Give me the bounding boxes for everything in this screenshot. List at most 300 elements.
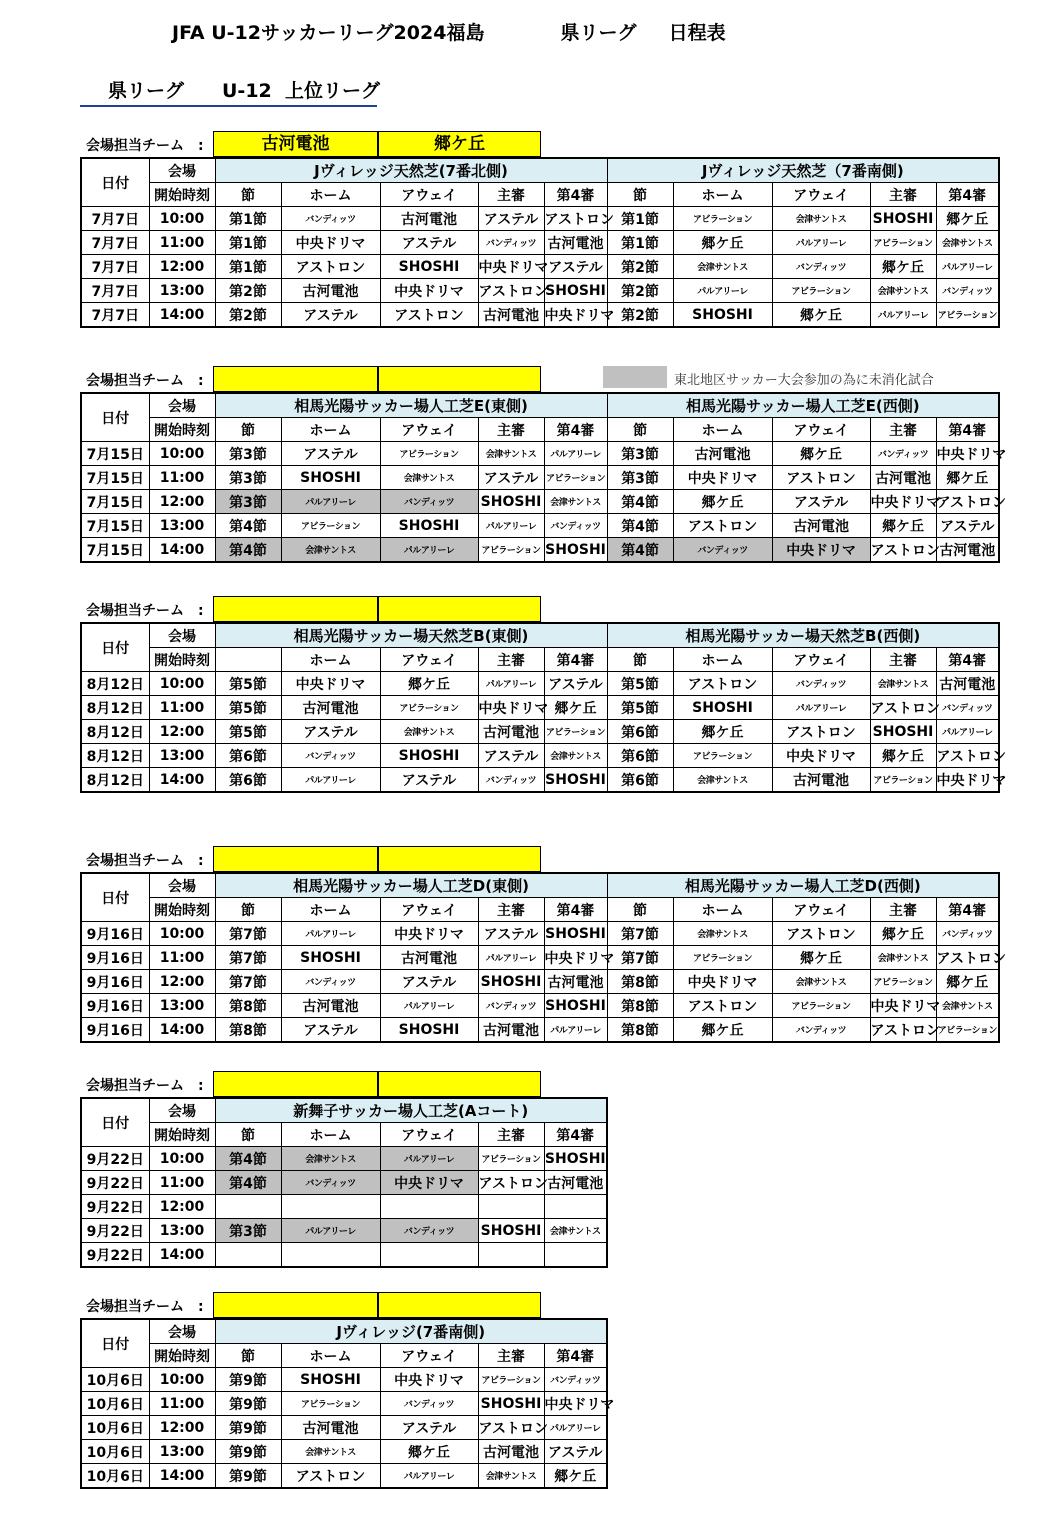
home-team-cell: アビラーション <box>673 744 772 768</box>
fourth-official-cell: 中央ドリマ <box>936 768 999 793</box>
away-team-cell: バンディッツ <box>772 672 870 696</box>
home-team-cell: 古河電池 <box>281 994 380 1018</box>
away-team-cell: アステル <box>772 490 870 514</box>
start-time-header: 開始時刻 <box>149 898 215 922</box>
fourth-header: 第4審 <box>544 418 607 442</box>
referee-cell: アストロン <box>870 1018 936 1043</box>
round-header: 節 <box>215 183 281 207</box>
duty-team-box: 古河電池 <box>213 131 378 157</box>
round-cell: 第7節 <box>215 946 281 970</box>
date-header: 日付 <box>81 873 149 922</box>
legend-gray-swatch <box>603 366 667 388</box>
round-cell: 第4節 <box>607 514 673 538</box>
schedule-table <box>80 872 1006 1043</box>
duty-team-bar <box>80 1071 608 1097</box>
away-team-cell: 中央ドリマ <box>380 279 478 303</box>
referee-cell: アビラーション <box>870 970 936 994</box>
fourth-official-cell: 古河電池 <box>544 231 607 255</box>
table-row <box>81 994 999 1018</box>
round-header: 節 <box>607 898 673 922</box>
round-cell: 第3節 <box>215 466 281 490</box>
fourth-official-cell: アビラーション <box>936 303 999 328</box>
round-cell: 第7節 <box>607 922 673 946</box>
fourth-official-cell: 中央ドリマ <box>936 442 999 466</box>
away-team-cell: アストロン <box>772 922 870 946</box>
referee-header: 主審 <box>870 418 936 442</box>
referee-cell: SHOSHI <box>478 490 544 514</box>
round-cell: 第5節 <box>607 696 673 720</box>
referee-cell: アビラーション <box>478 1147 544 1171</box>
round-cell: 第2節 <box>607 255 673 279</box>
home-team-cell <box>281 1195 380 1219</box>
home-team-cell: SHOSHI <box>673 303 772 328</box>
fourth-header: 第4審 <box>544 898 607 922</box>
home-team-cell: アステル <box>281 442 380 466</box>
referee-header: 主審 <box>870 648 936 672</box>
away-team-cell: 会津サントス <box>380 720 478 744</box>
away-team-cell <box>380 1243 478 1268</box>
venue-name: 新舞子サッカー場人工芝(Aコート) <box>215 1098 607 1123</box>
table-row <box>81 231 999 255</box>
fourth-official-cell: 中央ドリマ <box>544 1392 607 1416</box>
venue-header: 会場 <box>149 873 215 898</box>
round-cell: 第4節 <box>215 514 281 538</box>
fourth-official-cell: SHOSHI <box>544 1147 607 1171</box>
round-cell: 第1節 <box>215 255 281 279</box>
match-time: 12:00 <box>149 255 215 279</box>
home-team-cell: 会津サントス <box>281 1147 380 1171</box>
fourth-official-cell: アステル <box>544 255 607 279</box>
match-time: 12:00 <box>149 1416 215 1440</box>
referee-cell: 郷ケ丘 <box>870 255 936 279</box>
schedule-section <box>80 1071 608 1268</box>
match-date: 10月6日 <box>81 1440 149 1464</box>
home-team-cell: アビラーション <box>673 946 772 970</box>
away-team-cell: アストロン <box>772 466 870 490</box>
match-date: 10月6日 <box>81 1392 149 1416</box>
round-cell: 第3節 <box>215 442 281 466</box>
home-header: ホーム <box>673 648 772 672</box>
round-cell: 第1節 <box>607 207 673 231</box>
away-team-cell: パルアリーレ <box>380 1147 478 1171</box>
venue-header: 会場 <box>149 1319 215 1344</box>
match-date: 9月16日 <box>81 970 149 994</box>
match-date: 7月15日 <box>81 442 149 466</box>
match-time: 12:00 <box>149 720 215 744</box>
fourth-official-cell: アビラーション <box>936 1018 999 1043</box>
away-team-cell: 中央ドリマ <box>772 744 870 768</box>
venue-header: 会場 <box>149 158 215 183</box>
home-team-cell: アビラーション <box>281 1392 380 1416</box>
away-header: アウェイ <box>380 1123 478 1147</box>
round-cell: 第3節 <box>607 442 673 466</box>
table-row <box>81 279 999 303</box>
match-date: 10月6日 <box>81 1368 149 1392</box>
away-team-cell: バンディッツ <box>380 1219 478 1243</box>
start-time-header: 開始時刻 <box>149 648 215 672</box>
home-team-cell: アストロン <box>673 514 772 538</box>
match-time: 12:00 <box>149 1195 215 1219</box>
referee-cell: アステル <box>478 207 544 231</box>
referee-cell: パルアリーレ <box>478 946 544 970</box>
duty-team-label: 会場担当チーム : <box>86 1078 204 1094</box>
fourth-official-cell: パルアリーレ <box>936 255 999 279</box>
home-header: ホーム <box>673 418 772 442</box>
duty-team-bar <box>80 846 1000 872</box>
away-team-cell: アステル <box>380 1416 478 1440</box>
match-date: 9月16日 <box>81 946 149 970</box>
schedule-table <box>80 157 1000 328</box>
referee-cell: 会津サントス <box>870 279 936 303</box>
away-team-cell: 古河電池 <box>380 207 478 231</box>
away-header: アウェイ <box>772 183 870 207</box>
venue-header: 会場 <box>149 393 215 418</box>
venue-name: Jヴィレッジ天然芝（7番南側) <box>607 158 999 183</box>
referee-cell: アストロン <box>870 538 936 563</box>
schedule-section <box>80 131 1000 328</box>
schedule-section <box>80 1292 615 1489</box>
home-header: ホーム <box>281 418 380 442</box>
match-date: 7月7日 <box>81 279 149 303</box>
home-header: ホーム <box>673 183 772 207</box>
home-team-cell: アストロン <box>673 672 772 696</box>
venue-name: Jヴィレッジ(7番南側) <box>215 1319 607 1344</box>
match-date: 8月12日 <box>81 768 149 793</box>
fourth-official-cell: 古河電池 <box>936 672 999 696</box>
fourth-official-cell: パルアリーレ <box>544 442 607 466</box>
table-row <box>81 970 999 994</box>
home-header: ホーム <box>281 1123 380 1147</box>
schedule-table <box>80 392 1007 563</box>
referee-cell: 会津サントス <box>870 672 936 696</box>
round-cell: 第4節 <box>607 490 673 514</box>
start-time-header: 開始時刻 <box>149 1123 215 1147</box>
round-cell: 第3節 <box>215 490 281 514</box>
home-team-cell: 郷ケ丘 <box>673 490 772 514</box>
match-time: 10:00 <box>149 442 215 466</box>
away-team-cell: アストロン <box>380 303 478 328</box>
away-team-cell: アビラーション <box>772 279 870 303</box>
home-team-cell: SHOSHI <box>281 466 380 490</box>
home-team-cell: バンディッツ <box>673 538 772 563</box>
referee-cell: アステル <box>478 922 544 946</box>
fourth-official-cell: アストロン <box>936 490 999 514</box>
away-team-cell: 会津サントス <box>772 207 870 231</box>
date-header: 日付 <box>81 1098 149 1147</box>
duty-team-label: 会場担当チーム : <box>86 603 204 619</box>
round-cell: 第5節 <box>215 696 281 720</box>
fourth-official-cell: 古河電池 <box>936 538 999 563</box>
match-time: 13:00 <box>149 994 215 1018</box>
match-time: 14:00 <box>149 1464 215 1489</box>
away-team-cell: バンディッツ <box>772 1018 870 1043</box>
table-row <box>81 1416 607 1440</box>
match-time: 13:00 <box>149 279 215 303</box>
away-team-cell: 郷ケ丘 <box>772 303 870 328</box>
away-team-cell: SHOSHI <box>380 744 478 768</box>
table-row <box>81 1368 607 1392</box>
home-team-cell: アステル <box>281 1018 380 1043</box>
home-team-cell: バンディッツ <box>281 744 380 768</box>
referee-cell: 会津サントス <box>870 946 936 970</box>
referee-cell: SHOSHI <box>478 970 544 994</box>
round-cell: 第9節 <box>215 1368 281 1392</box>
away-team-cell: 古河電池 <box>772 768 870 793</box>
round-cell: 第6節 <box>607 720 673 744</box>
referee-cell: バンディッツ <box>478 994 544 1018</box>
fourth-official-cell: SHOSHI <box>544 279 607 303</box>
match-date: 7月7日 <box>81 255 149 279</box>
start-time-header: 開始時刻 <box>149 183 215 207</box>
referee-cell: 郷ケ丘 <box>870 922 936 946</box>
table-row <box>81 1243 607 1268</box>
match-date: 10月6日 <box>81 1464 149 1489</box>
match-time: 14:00 <box>149 538 215 563</box>
fourth-header: 第4審 <box>544 1344 607 1368</box>
fourth-official-cell: バンディッツ <box>544 1368 607 1392</box>
match-date: 7月7日 <box>81 231 149 255</box>
fourth-header: 第4審 <box>936 183 999 207</box>
fourth-official-cell <box>544 1243 607 1268</box>
duty-team-bar <box>80 366 1000 392</box>
round-cell: 第8節 <box>607 970 673 994</box>
duty-team-box <box>378 596 541 622</box>
away-team-cell: 中央ドリマ <box>380 1368 478 1392</box>
match-time: 10:00 <box>149 672 215 696</box>
referee-cell: 古河電池 <box>478 303 544 328</box>
duty-team-label: 会場担当チーム : <box>86 1299 204 1315</box>
home-header: ホーム <box>281 183 380 207</box>
home-team-cell: 古河電池 <box>281 279 380 303</box>
fourth-official-cell: 郷ケ丘 <box>544 696 607 720</box>
match-time: 13:00 <box>149 1440 215 1464</box>
round-header: 節 <box>215 898 281 922</box>
fourth-official-cell: パルアリーレ <box>544 1018 607 1043</box>
referee-cell: アストロン <box>870 696 936 720</box>
referee-cell: アステル <box>478 466 544 490</box>
home-team-cell: 郷ケ丘 <box>673 720 772 744</box>
away-team-cell: アステル <box>380 768 478 793</box>
home-team-cell: 古河電池 <box>673 442 772 466</box>
fourth-official-cell: 会津サントス <box>544 1219 607 1243</box>
match-time: 13:00 <box>149 514 215 538</box>
referee-header: 主審 <box>478 183 544 207</box>
duty-team-box <box>213 366 378 392</box>
fourth-official-cell: バンディッツ <box>936 696 999 720</box>
round-cell: 第6節 <box>607 768 673 793</box>
referee-cell: アストロン <box>478 1171 544 1195</box>
referee-cell: 中央ドリマ <box>478 696 544 720</box>
away-team-cell: アビラーション <box>772 994 870 1018</box>
duty-team-label: 会場担当チーム : <box>86 138 204 154</box>
schedule-table <box>80 622 1007 793</box>
fourth-official-cell: パルアリーレ <box>936 720 999 744</box>
referee-cell: SHOSHI <box>870 720 936 744</box>
referee-cell: 古河電池 <box>478 1440 544 1464</box>
fourth-header: 第4審 <box>544 1123 607 1147</box>
venue-name: 相馬光陽サッカー場人工芝E(東側) <box>215 393 607 418</box>
duty-team-box <box>213 1071 378 1097</box>
fourth-official-cell: パルアリーレ <box>544 1416 607 1440</box>
match-time: 11:00 <box>149 696 215 720</box>
round-cell: 第7節 <box>215 970 281 994</box>
round-cell: 第1節 <box>215 207 281 231</box>
round-header: 節 <box>607 418 673 442</box>
duty-team-box <box>378 1071 541 1097</box>
table-row <box>81 207 999 231</box>
match-time: 11:00 <box>149 231 215 255</box>
duty-team-box <box>378 846 541 872</box>
referee-cell: 郷ケ丘 <box>870 744 936 768</box>
venue-name: 相馬光陽サッカー場人工芝D(西側) <box>607 873 999 898</box>
legend-text: 東北地区サッカー大会参加の為に未消化試合 <box>674 373 934 388</box>
away-team-cell: アステル <box>380 970 478 994</box>
away-team-cell: 郷ケ丘 <box>772 442 870 466</box>
duty-team-bar <box>80 1292 608 1318</box>
round-cell: 第2節 <box>215 303 281 328</box>
referee-header: 主審 <box>478 1123 544 1147</box>
home-team-cell <box>281 1243 380 1268</box>
round-cell: 第9節 <box>215 1464 281 1489</box>
home-team-cell: 中央ドリマ <box>673 466 772 490</box>
fourth-header: 第4審 <box>936 898 999 922</box>
duty-team-label: 会場担当チーム : <box>86 373 204 389</box>
home-team-cell: アビラーション <box>673 207 772 231</box>
referee-cell: 会津サントス <box>478 1464 544 1489</box>
referee-cell: パルアリーレ <box>478 514 544 538</box>
referee-cell <box>478 1243 544 1268</box>
round-cell: 第7節 <box>215 922 281 946</box>
fourth-header: 第4審 <box>936 418 999 442</box>
fourth-official-cell: バンディッツ <box>544 514 607 538</box>
fourth-official-cell: アステル <box>936 514 999 538</box>
fourth-official-cell: 郷ケ丘 <box>544 1464 607 1489</box>
referee-cell: アストロン <box>478 279 544 303</box>
away-team-cell: アビラーション <box>380 442 478 466</box>
fourth-official-cell: 中央ドリマ <box>544 303 607 328</box>
away-team-cell: 郷ケ丘 <box>772 946 870 970</box>
round-cell: 第8節 <box>607 994 673 1018</box>
round-cell: 第9節 <box>215 1416 281 1440</box>
venue-header: 会場 <box>149 623 215 648</box>
fourth-header: 第4審 <box>936 648 999 672</box>
round-cell: 第2節 <box>215 279 281 303</box>
schedule-section <box>80 846 1006 1043</box>
referee-cell: 古河電池 <box>478 720 544 744</box>
away-header: アウェイ <box>380 183 478 207</box>
round-cell: 第8節 <box>215 994 281 1018</box>
duty-team-bar <box>80 596 1000 622</box>
match-date: 9月22日 <box>81 1171 149 1195</box>
match-date: 9月22日 <box>81 1147 149 1171</box>
home-team-cell: 会津サントス <box>281 1440 380 1464</box>
away-team-cell: バンディッツ <box>380 490 478 514</box>
table-row <box>81 1195 607 1219</box>
fourth-official-cell: バンディッツ <box>936 279 999 303</box>
round-cell: 第8節 <box>215 1018 281 1043</box>
away-team-cell: アステル <box>380 231 478 255</box>
round-cell <box>215 1195 281 1219</box>
round-cell: 第4節 <box>215 1171 281 1195</box>
home-team-cell: パルアリーレ <box>281 490 380 514</box>
round-cell: 第9節 <box>215 1440 281 1464</box>
match-time: 10:00 <box>149 1147 215 1171</box>
referee-header: 主審 <box>478 1344 544 1368</box>
away-team-cell: アストロン <box>772 720 870 744</box>
fourth-official-cell: 会津サントス <box>544 744 607 768</box>
fourth-header: 第4審 <box>544 648 607 672</box>
table-row <box>81 720 999 744</box>
date-header: 日付 <box>81 623 149 672</box>
away-team-cell: パルアリーレ <box>380 538 478 563</box>
referee-header: 主審 <box>870 898 936 922</box>
match-time: 12:00 <box>149 970 215 994</box>
match-time: 11:00 <box>149 1392 215 1416</box>
table-row <box>81 466 999 490</box>
referee-cell: アステル <box>478 744 544 768</box>
away-header: アウェイ <box>772 418 870 442</box>
fourth-header: 第4審 <box>544 183 607 207</box>
table-row <box>81 744 999 768</box>
round-cell: 第5節 <box>215 720 281 744</box>
away-team-cell: SHOSHI <box>380 514 478 538</box>
match-date: 7月15日 <box>81 490 149 514</box>
table-row <box>81 946 999 970</box>
referee-cell: SHOSHI <box>870 207 936 231</box>
home-team-cell: 会津サントス <box>281 538 380 563</box>
duty-team-box <box>378 366 541 392</box>
fourth-official-cell: 会津サントス <box>936 994 999 1018</box>
home-team-cell: バンディッツ <box>281 207 380 231</box>
duty-team-box <box>378 1292 541 1318</box>
home-team-cell: バンディッツ <box>281 970 380 994</box>
duty-team-box <box>213 596 378 622</box>
duty-team-bar <box>80 131 1000 157</box>
referee-cell <box>478 1195 544 1219</box>
venue-header: 会場 <box>149 1098 215 1123</box>
fourth-official-cell: 郷ケ丘 <box>936 466 999 490</box>
match-date: 7月7日 <box>81 207 149 231</box>
fourth-official-cell: 古河電池 <box>544 970 607 994</box>
match-date: 8月12日 <box>81 672 149 696</box>
table-row <box>81 1171 607 1195</box>
home-header: ホーム <box>673 898 772 922</box>
round-cell: 第6節 <box>215 768 281 793</box>
round-cell: 第8節 <box>607 1018 673 1043</box>
round-cell: 第7節 <box>607 946 673 970</box>
home-team-cell: SHOSHI <box>281 1368 380 1392</box>
round-cell: 第2節 <box>607 279 673 303</box>
referee-cell: 郷ケ丘 <box>870 514 936 538</box>
table-row <box>81 255 999 279</box>
match-date: 9月16日 <box>81 994 149 1018</box>
fourth-official-cell: アストロン <box>936 744 999 768</box>
match-time: 14:00 <box>149 1243 215 1268</box>
round-cell: 第4節 <box>215 538 281 563</box>
away-team-cell: パルアリーレ <box>380 1464 478 1489</box>
away-team-cell: 郷ケ丘 <box>380 672 478 696</box>
venue-name: Jヴィレッジ天然芝(7番北側) <box>215 158 607 183</box>
round-header: 節 <box>215 1344 281 1368</box>
match-time: 10:00 <box>149 1368 215 1392</box>
fourth-official-cell: 郷ケ丘 <box>936 207 999 231</box>
home-header: ホーム <box>281 898 380 922</box>
match-date: 9月22日 <box>81 1219 149 1243</box>
home-team-cell: 古河電池 <box>281 1416 380 1440</box>
venue-name: 相馬光陽サッカー場人工芝D(東側) <box>215 873 607 898</box>
venue-name: 相馬光陽サッカー場人工芝E(西側) <box>607 393 999 418</box>
schedule-section <box>80 596 1007 793</box>
